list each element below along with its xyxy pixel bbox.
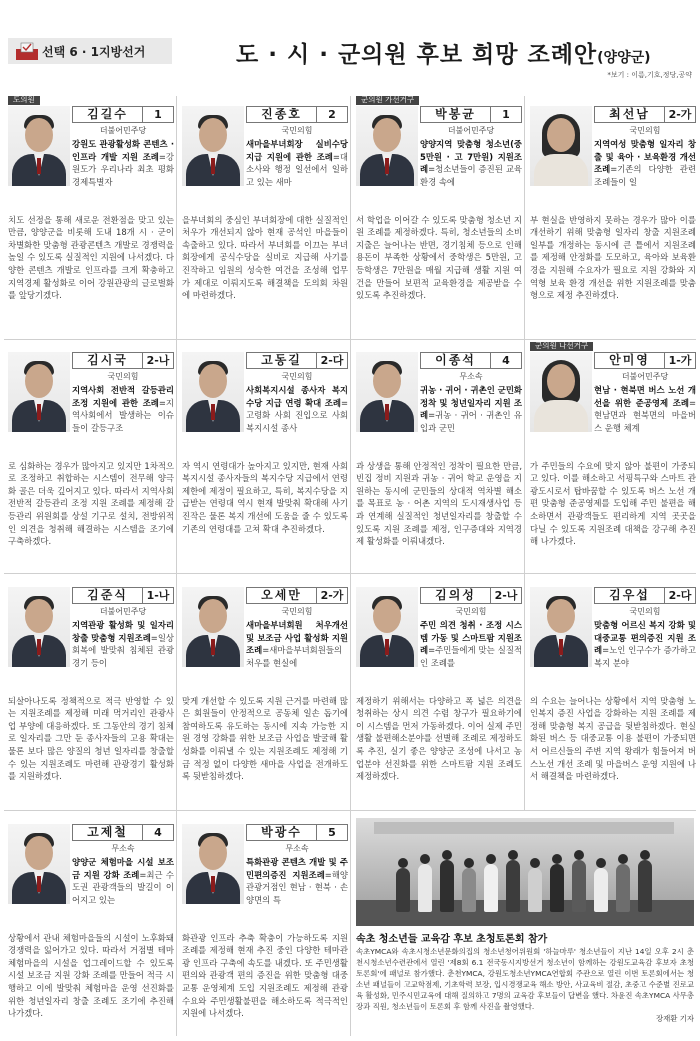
pledge-intro: =해양관광거점인 현남 · 현북 · 손양면의 특: [246, 869, 348, 905]
column-divider: [176, 96, 177, 1036]
name-box: [72, 587, 174, 604]
candidate-card: [528, 577, 698, 807]
person-head: [464, 858, 474, 868]
name-box: [420, 587, 522, 604]
candidate-pledge: [72, 856, 174, 906]
candidate-description: 치도 선정을 통해 새로운 전환점을 맞고 있는 만큼, 양양군을 비롯해 도내 18개 시 · 군이 차별화한 맞춤형 관광콘텐츠 개발로 경쟁력을 높일 수 있도록 실질적인 지원에 나서겠다. 다양한 콘텐츠 개발로 인프라를 크게 확충하고 지역경제 활성화로 이어 강원관광의 글로벌화를 앞당기겠다.: [8, 214, 174, 301]
pledge-intro: =최근 수도권 관광객들의 발길이 이어지고 있는: [72, 869, 174, 905]
person-figure: [638, 860, 652, 912]
candidate-card: [180, 96, 350, 336]
candidate-number: 2-가: [320, 589, 344, 602]
candidate-card: [354, 342, 524, 570]
candidate-pledge: [72, 384, 174, 434]
candidate-photo: [182, 824, 244, 904]
candidate-number: 1: [154, 108, 162, 121]
pledge-intro: =기존의 다양한 관련 조례들이 일: [594, 164, 696, 187]
candidate-number: 1: [502, 108, 510, 121]
candidate-name: 고동길: [247, 353, 317, 368]
candidate-name: 박봉균: [421, 107, 491, 122]
person-head: [442, 850, 452, 860]
candidate-photo: [356, 587, 418, 667]
candidate-party: 무소속: [111, 844, 135, 853]
candidate-photo: [530, 587, 592, 667]
candidate-pledge: [594, 619, 696, 669]
name-box: [420, 352, 522, 369]
person-figure: [396, 868, 410, 912]
candidate-pledge: [594, 384, 696, 434]
candidate-photo: [182, 352, 244, 432]
person-figure: [462, 868, 476, 912]
pledge-intro: =주민들에게 맞는 실질적인 조례를: [420, 645, 522, 668]
candidate-pledge: [420, 138, 522, 188]
name-box: [72, 352, 174, 369]
name-box: [594, 352, 696, 369]
name-box: [594, 587, 696, 604]
candidate-name: 김길수: [73, 107, 143, 122]
pledge-title: 양양군 체험마을 시설 보조금 지원 강화 조례: [72, 857, 174, 880]
page-title-main: 도 · 시 · 군의원 후보 희망 조례안: [236, 42, 598, 68]
candidate-number: 1-나: [146, 589, 170, 602]
candidate-party: 국민의힘: [281, 126, 313, 135]
candidate-party: 무소속: [459, 372, 483, 381]
district-label: 군의원 나선거구: [530, 342, 593, 351]
pledge-title: 현남 · 현북면 버스 노선 개선을 위한 준공영제 조례: [594, 385, 696, 408]
candidate-name: 최선남: [595, 107, 665, 122]
candidate-card: [354, 96, 524, 336]
news-photo: [356, 818, 694, 926]
candidate-description: 맞게 개선할 수 있도록 지원 근거를 마련해 많은 회원들이 안정적으로 공동체 일손 돕기에 참여하도록 유도하는 동시에 지속 가능한 지원 경영 강화를 위한 보조금 사업을 발굴해 활성화를 이뤄낼 수 있는 지원조례도 제정해 기금 적정 없이 다양한 새마을 사업을 전개하도록 뒷받침하겠다.: [182, 695, 348, 782]
person-head: [552, 854, 562, 864]
pledge-title: 새마을부녀회원 처우개선 및 보조금 사업 활성화 지원 조례: [246, 620, 348, 656]
candidate-description: 화관광 인프라 추축 확충이 가능하도록 지원 조례를 제정해 현재 추진 중인 다양한 테마관광 인프라 구축에 속도를 내겠다. 또 주민생활 편의와 관광객 편의 증진을 위한 맞춤형 대중교통 운영체계 도입 지원조례도 제정해 관광수요와 주민생활불편을 해소하도록 적극적인 지원에 나서겠다.: [182, 932, 348, 1019]
pledge-intro: =노인 인구수가 증가하고 복지 분야: [594, 645, 696, 668]
candidate-photo: [530, 352, 592, 432]
name-box: [420, 106, 522, 123]
candidate-party: 국민의힘: [629, 607, 661, 616]
candidate-pledge: [246, 384, 348, 434]
candidate-photo: [356, 106, 418, 186]
person-figure: [594, 868, 608, 912]
candidate-card: [6, 96, 176, 336]
candidate-name: 박광수: [247, 825, 317, 840]
pledge-intro: =새마을부녀회원들의 처우를 현실에: [246, 645, 343, 668]
candidate-pledge: [246, 856, 348, 906]
candidate-photo: [8, 106, 70, 186]
pledge-title: 주민 의견 청취 · 조정 시스템 가동 및 스마트팜 지원조례: [420, 620, 522, 656]
candidate-description: 자 역시 연령대가 높아지고 있지만, 현재 사회복지시설 종사자들의 복지수당 지급에서 연령 제한에 제정이 필요하고, 특히, 복지수당을 지급받는 연령대 역시 현재 발맞춰 확대해 사기 진작은 물론 복지 개선에 도움을 줄 수 있도록 기존의 연령대를 고쳐 확대 추진하겠다.: [182, 460, 348, 534]
candidate-pledge: [594, 138, 696, 188]
legend-note: *보기 : 이름,기호,정당,공약: [607, 71, 692, 79]
candidate-card: [528, 342, 698, 570]
person-figure: [484, 864, 498, 912]
candidate-name: 김시국: [73, 353, 143, 368]
name-box: [246, 587, 348, 604]
candidate-card: [180, 814, 350, 1038]
pledge-intro: =귀농 · 귀어 · 귀촌인 유입과 군민: [420, 410, 522, 433]
candidate-name: 김준식: [73, 588, 143, 603]
candidate-name: 오세만: [247, 588, 317, 603]
name-box: [246, 352, 348, 369]
candidate-photo: [8, 352, 70, 432]
candidate-name: 이종석: [421, 353, 491, 368]
name-box: [594, 106, 696, 123]
person-figure: [528, 868, 542, 912]
person-head: [596, 858, 606, 868]
column-divider: [350, 96, 351, 1036]
candidate-card: [354, 577, 524, 807]
pledge-title: 새마을부녀회장 실비수당 지급 지원에 관한 조례: [246, 139, 348, 162]
candidate-description: 상황에서 관내 체험마을들의 시설이 노후화돼 경쟁력을 잃어가고 있다. 따라서 거점별 테마체험마을의 시설을 업그레이드할 수 있도록 시설 보조금 지원 강화 조례를 만들어 적극 시행하고 이에 발맞춰 체험마을 운영 선진화를 위한 청년일자리 창출 조례도 조기에 추진해 나가겠다.: [8, 932, 174, 1019]
candidate-description: 로 심화하는 경우가 많아지고 있지만 1차적으로 조정하고 취합하는 시스템이 전무해 양극화 골은 더욱 깊어지고 있다. 따라서 지역사회 전반적 갈등관리 조정 지원 조례를 제정해 갈등관리 위원회를 상설 기구로 설치, 전방위적인 의견을 청취해 해결하는 시스템을 조기에 구축하겠다.: [8, 460, 174, 547]
candidate-description: 되살아나도록 정책적으로 적극 반영할 수 있는 지원조례를 제정해 미래 먹거리인 관광사업 부양에 대응하겠다. 또 그동안의 경기 침체로 일자리를 그만 둔 종사자들의 고용 확대는 물론 보다 많은 양질의 청년 일자리를 창출할 수 있는 지원조례도 마련해 관광경기 활성화를 지원하겠다.: [8, 695, 174, 782]
candidate-description: 의 수요는 늘어나는 상황에서 지역 맞춤형 노인복지 증진 사업을 강화하는 지원 조례를 제정해 맞춤형 복지 공급을 뒷받침하겠다. 현실화된 버스 등 대중교통 이용 불편이 가중되면서 어르신들의 주변 지역 왕래가 힘들어져 버스노선 개선 조례 및 마을버스 운영 지원에 나서 해결책을 마련하겠다.: [530, 695, 696, 782]
page-header: [0, 0, 700, 86]
news-text: 속초YMCA와 속초시청소년문화의집의 청소년청어위원회 '하늘마루' 청소년들이 지난 14일 오후 2시 춘천시청소년수련관에서 열린 '제8회 6.1 전국동시지방선거 청소년이 함께하는 강원도교육감 후보자 초청토론회'에 패널로 참가했다. 춘천YMCA, 강원도청소년YMCA연합회 주관으로 열린 이번 토론회에서는 청소년 패널들이 고교학점제, 기초학력 보장, 입시경쟁교육 해소 방안, 사교육비 절감, 초중고 수준별 진로교육 활성화, 민주시민교육에 대해 질의하고 7명의 교육감 후보들이 답변을 했다. 차윤진 속초YMCA 사무총장과 직원, 청소년들이 토론회 후 함께 사진을 촬영했다.: [356, 947, 694, 1012]
person-figure: [418, 864, 432, 912]
candidate-name: 진종호: [247, 107, 317, 122]
candidate-pledge: [246, 619, 348, 669]
pledge-intro: =고령화 사회 진입으로 사회복지시설 종사: [246, 397, 348, 433]
pledge-title: 사회복지시설 종사자 복지수당 지급 연령 확대 조례: [246, 385, 348, 408]
pledge-intro: =강원도가 우리나라 최초 평화경제특별자: [72, 151, 174, 187]
candidate-description: 제정하기 위해서는 다양하고 폭 넓은 의견을 청취하는 상시 의견 수렴 창구가 필요하기에 이 시스템을 먼저 가동하겠다. 이어 실제 주민 생활 불편해소분야를 선별해 조례로 제정하도록 추진, 실기 좋은 양양군 조성에 나서고 농업분야 선진화를 위한 스마트팜 지원 조례도 제정하겠다.: [356, 695, 522, 782]
person-head: [640, 850, 650, 860]
candidate-description: 서 학업을 이어갈 수 있도록 맞춤형 청소년 지원 조례를 제정하겠다. 특히, 청소년들의 소비 지출은 늘어나는 반면, 경기침체 등으로 인해 용돈이 부족한 상황에서 중학생은 5만원, 고등학생은 7만원을 매월 지급해 생활 지원 여건을 만들어 보편적 교육환경을 제공받을 수 있도록 추진하겠다.: [356, 214, 522, 301]
candidate-description: 과 상생을 통해 안정적인 정착이 필요한 만큼, 빈집 정비 지원과 귀농 · 귀어 학교 운영을 지원하는 동시에 군민들의 상대적 역차별 해소를 목표로 농 · 어촌 지역의 도시재생사업 등과 연계해 실질적인 청년일자리를 창출할 수 있도록 지원 조례를 제정, 인구증대와 지역경제 활성화를 이뤄내겠다.: [356, 460, 522, 547]
candidate-number: 2-나: [146, 354, 170, 367]
candidate-party: 국민의힘: [455, 607, 487, 616]
news-block: [352, 818, 696, 1040]
pledge-title: 귀농 · 귀어 · 귀촌인 군민화 정착 및 청년일자리 지원 조례: [420, 385, 522, 421]
pledge-title: 지역여성 맞춤형 일자리 창출 및 육아 · 보육환경 개선 조례: [594, 139, 696, 175]
ballot-icon: [14, 41, 40, 61]
pledge-title: 맞춤형 어르신 복지 강화 및 대중교통 편의증진 지원 조례: [594, 620, 696, 656]
pledge-intro: =일상 회복에 발맞춰 침체된 관광경기 등이: [72, 632, 174, 668]
section-tag: [8, 38, 172, 64]
candidate-party: 국민의힘: [107, 372, 139, 381]
news-title: 속초 청소년들 교육감 후보 초청토론회 참가: [356, 934, 548, 945]
pledge-title: 특화관광 콘텐츠 개발 및 주민편의증진 지원조례: [246, 857, 348, 880]
candidate-card: [6, 814, 176, 1038]
person-head: [530, 858, 540, 868]
candidate-number: 2-다: [320, 354, 344, 367]
pledge-title: 지역사회 전반적 갈등관리 조정 지원에 관한 조례: [72, 385, 174, 408]
person-head: [420, 854, 430, 864]
candidate-card: [180, 342, 350, 570]
person-head: [574, 850, 584, 860]
page-title-suffix: (양양군): [597, 50, 651, 66]
person-figure: [616, 864, 630, 912]
candidate-number: 1-가: [668, 354, 692, 367]
candidate-party: 국민의힘: [281, 372, 313, 381]
candidate-photo: [8, 824, 70, 904]
candidate-party: 무소속: [285, 844, 309, 853]
candidate-number: 2: [328, 108, 336, 121]
name-box: [246, 824, 348, 841]
candidate-photo: [8, 587, 70, 667]
name-box: [72, 106, 174, 123]
candidate-card: [528, 96, 698, 336]
candidate-number: 4: [154, 826, 162, 839]
district-label: 도의원: [8, 96, 40, 105]
news-byline: 장재환 기자: [655, 1013, 694, 1023]
pledge-intro: =대소사와 행정 일선에서 일하고 있는 새마: [246, 151, 348, 187]
person-figure: [506, 860, 520, 912]
stage-banner: [374, 822, 674, 834]
candidate-pledge: [420, 384, 522, 434]
candidate-pledge: [72, 138, 174, 188]
candidate-name: 김의성: [421, 588, 491, 603]
candidate-photo: [356, 352, 418, 432]
candidate-party: 국민의힘: [281, 607, 313, 616]
candidate-party: 더불어민주당: [447, 126, 495, 135]
candidate-party: 더불어민주당: [99, 126, 147, 135]
person-head: [398, 858, 408, 868]
candidate-pledge: [420, 619, 522, 669]
column-divider: [524, 96, 525, 810]
pledge-intro: =청소년들이 증진된 교육 환경 속에: [420, 164, 522, 187]
candidate-name: 고제철: [73, 825, 143, 840]
person-figure: [550, 864, 564, 912]
pledge-intro: =현남면과 현북면의 마을버스 운행 체계: [594, 397, 696, 433]
candidate-pledge: [246, 138, 348, 188]
candidate-pledge: [72, 619, 174, 669]
person-head: [618, 854, 628, 864]
news-body: [356, 946, 694, 1024]
candidate-name: 안미영: [595, 353, 665, 368]
candidate-number: 2-나: [494, 589, 518, 602]
candidate-card: [6, 342, 176, 570]
candidate-card: [6, 577, 176, 807]
page-title: [236, 36, 651, 69]
section-tag-label: 선택 6 · 1지방선거: [42, 44, 146, 59]
candidate-description: 을부녀회의 중심인 부녀회장에 대한 실질적인 처우가 개선되지 않아 현재 공석인 마을들이 속출하고 있다. 따라서 부녀회를 이끄는 부녀회장에게 공식수당을 실비로 지급해 사기를 진작하고 임원의 성숙한 여건을 조성해 업무가 제대로 이뤄지도록 해결책을 도의회 차원에 마련하겠다.: [182, 214, 348, 301]
candidate-number: 2-가: [668, 108, 692, 121]
candidate-name: 김우섭: [595, 588, 665, 603]
person-figure: [572, 860, 586, 912]
candidate-photo: [530, 106, 592, 186]
pledge-title: 강원도 관광활성화 콘텐츠 · 인프라 개발 지원 조례: [72, 139, 174, 162]
candidate-party: 국민의힘: [629, 126, 661, 135]
candidate-description: 가 주민들의 수요에 맞지 않아 불편이 가중되고 있다. 이를 해소하고 서핑특구와 스마트 관광도시로서 탑바꿈할 수 있도록 버스 노선 개편 맞춤형 준공영제를 도입해 주민 불편을 해소하면서 관광객들도 편리하게 지역 곳곳을 다닐 수 있도록 지원조례 대책을 강구해 추진해 나가겠다.: [530, 460, 696, 547]
candidate-number: 2-다: [668, 589, 692, 602]
candidate-number: 4: [502, 354, 510, 367]
candidate-number: 5: [328, 826, 336, 839]
pledge-title: 양양지역 맞춤형 청소년(중 5만원 · 고 7만원) 지원조례: [420, 139, 522, 175]
district-label: 군의원 가선거구: [356, 96, 419, 105]
candidate-photo: [182, 106, 244, 186]
candidate-party: 더불어민주당: [99, 607, 147, 616]
name-box: [246, 106, 348, 123]
name-box: [72, 824, 174, 841]
candidate-card: [180, 577, 350, 807]
candidate-photo: [182, 587, 244, 667]
person-head: [508, 850, 518, 860]
person-figure: [440, 860, 454, 912]
candidate-description: 부 현실을 반영하지 못하는 경우가 많아 이를 개선하기 위해 맞춤형 일자리 창출 지원조례 일부를 개정하는 동시에 큰 틀에서 지원조례를 제정해 안정화를 도모하고, 육아와 보육환경을 지원해 수요자가 필요로 지원 강화와 지역형 보육 환경 개선을 위한 지원조례를 맞춤형으로 제정 추진하겠다.: [530, 214, 696, 301]
candidate-party: 더불어민주당: [621, 372, 669, 381]
pledge-intro: =지역사회에서 발생하는 이슈들이 갈등구조: [72, 397, 174, 433]
person-head: [486, 854, 496, 864]
pledge-title: 지역관광 활성화 및 일자리 창출 맞춤형 지원조례: [72, 620, 174, 643]
